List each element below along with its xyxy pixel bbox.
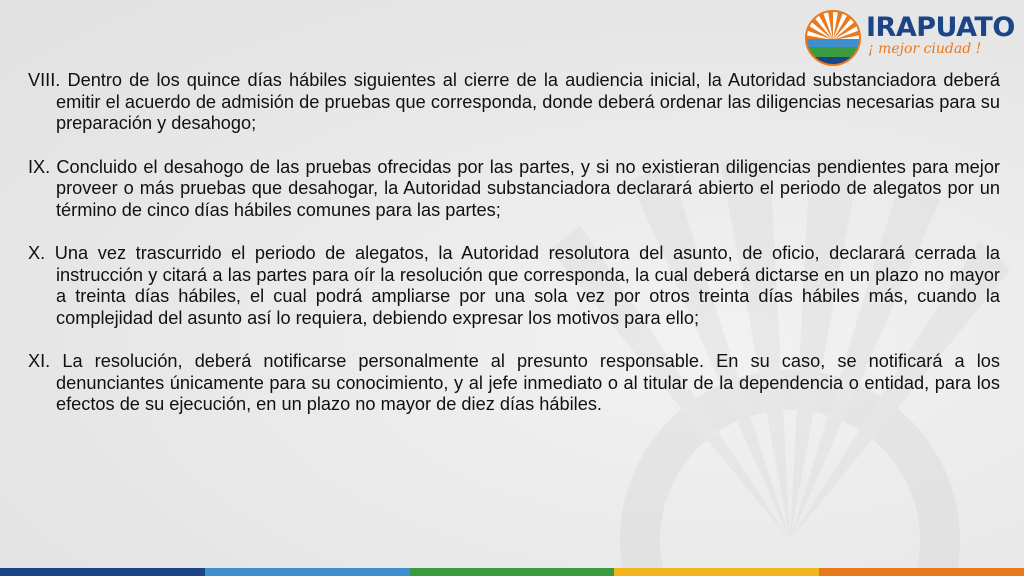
footer-segment	[819, 568, 1024, 576]
paragraph-ix: IX. Concluido el desahogo de las pruebas ofrecidas por las partes, y si no existieran diligencias pendientes para mejor proveer o más pruebas que desahogar, la Autoridad substanciadora declarará abierto el periodo de alegatos por un término de cinco días hábiles comunes para las partes;	[28, 156, 1000, 220]
footer-segment	[205, 568, 410, 576]
logo-name: IRAPUATO	[866, 12, 1015, 43]
footer-segment	[614, 568, 819, 576]
footer-color-bar	[0, 568, 1024, 576]
logo-tagline: ¡ mejor ciudad !	[868, 41, 982, 57]
paragraph-viii: VIII. Dentro de los quince días hábiles siguientes al cierre de la audiencia inicial, la Autoridad substanciadora deberá emitir el acuerdo de admisión de pruebas que corresponda, donde deberá ordenar las diligencias necesarias para su preparación y desahogo;	[28, 70, 1000, 133]
slide-body	[28, 70, 1000, 438]
footer-segment	[410, 568, 615, 576]
paragraph-x: X. Una vez trascurrido el periodo de alegatos, la Autoridad resolutora del asunto, de oficio, declarará cerrada la instrucción y citará a las partes para oír la resolución que corresponda, la cual deberá dictarse en un plazo no mayor a treinta días hábiles, el cual podrá ampliarse por una sola vez por otros treinta días hábiles más, cuando la complejidad del asunto así lo requiera, debiendo expresar los motivos para ello;	[28, 243, 1000, 328]
footer-segment	[0, 568, 205, 576]
paragraph-xi: XI. La resolución, deberá notificarse personalmente al presunto responsable. En su caso, se notificará a los denunciantes únicamente para su conocimiento, y al jefe inmediato o al titular de la dependencia o entidad, para los efectos de su ejecución, en un plazo no mayor de diez días hábiles.	[28, 351, 1000, 414]
